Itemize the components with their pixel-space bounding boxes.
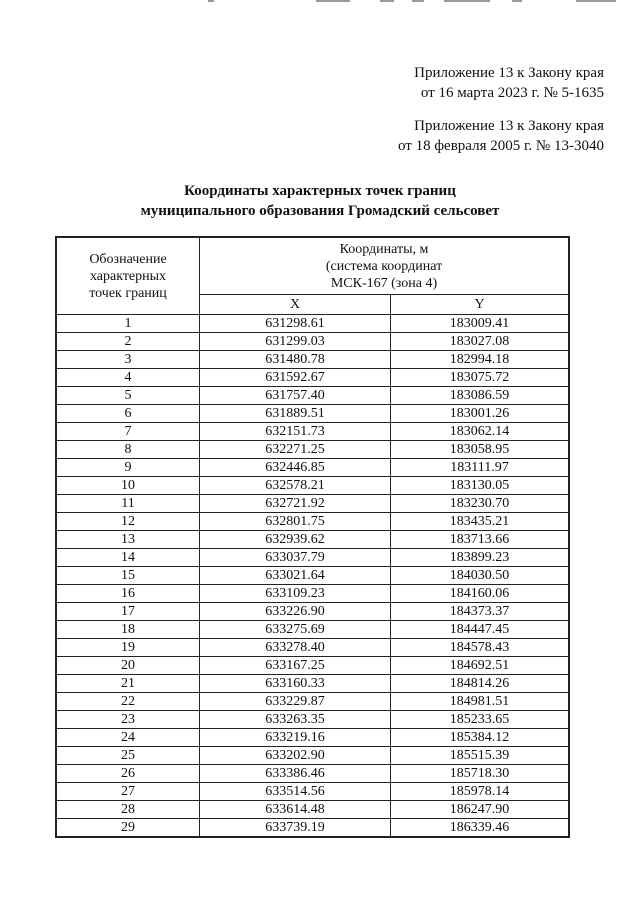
header-line: (система координат [325,258,443,274]
point-number-cell: 27 [56,783,200,801]
coordinate-x-cell: 632801.75 [200,513,391,531]
header-point-designation [56,237,200,315]
coordinate-x-cell: 633739.19 [200,819,391,838]
coordinate-x-cell: 633386.46 [200,765,391,783]
table-row [56,423,569,441]
table-row [56,495,569,513]
point-number-cell: 15 [56,567,200,585]
header-line: точек границ [89,285,167,301]
coordinate-y-cell: 183009.41 [391,315,570,333]
table-row [56,783,569,801]
coordinate-y-cell: 183062.14 [391,423,570,441]
table-row [56,603,569,621]
point-number-cell: 10 [56,477,200,495]
table-row [56,315,569,333]
table-row [56,765,569,783]
table-row [56,567,569,585]
table-row [56,585,569,603]
table-row [56,405,569,423]
point-number-cell: 4 [56,369,200,387]
coordinate-y-cell: 186339.46 [391,819,570,838]
table-row [56,639,569,657]
coordinate-x-cell: 632721.92 [200,495,391,513]
coordinate-y-cell: 185384.12 [391,729,570,747]
table-row [56,513,569,531]
point-number-cell: 24 [56,729,200,747]
coordinate-y-cell: 184814.26 [391,675,570,693]
header-x: X [200,295,391,315]
point-number-cell: 5 [56,387,200,405]
coordinate-x-cell: 633226.90 [200,603,391,621]
coordinate-x-cell: 633229.87 [200,693,391,711]
table-row [56,477,569,495]
coordinate-x-cell: 631757.40 [200,387,391,405]
coordinate-x-cell: 632271.25 [200,441,391,459]
coordinate-y-cell: 184692.51 [391,657,570,675]
appendix-note-original [398,116,604,156]
coordinate-x-cell: 633167.25 [200,657,391,675]
table-row [56,369,569,387]
table-row [56,801,569,819]
point-number-cell: 23 [56,711,200,729]
point-number-cell: 19 [56,639,200,657]
coordinate-y-cell: 183058.95 [391,441,570,459]
point-number-cell: 1 [56,315,200,333]
table-row [56,441,569,459]
coordinate-y-cell: 184373.37 [391,603,570,621]
coordinate-y-cell: 185978.14 [391,783,570,801]
point-number-cell: 11 [56,495,200,513]
point-number-cell: 20 [56,657,200,675]
header-line: МСК-167 (зона 4) [330,275,438,291]
coordinate-y-cell: 185718.30 [391,765,570,783]
table-row [56,549,569,567]
point-number-cell: 28 [56,801,200,819]
point-number-cell: 17 [56,603,200,621]
point-number-cell: 2 [56,333,200,351]
table-row [56,459,569,477]
table-row [56,675,569,693]
point-number-cell: 18 [56,621,200,639]
point-number-cell: 9 [56,459,200,477]
point-number-cell: 16 [56,585,200,603]
point-number-cell: 7 [56,423,200,441]
coordinate-y-cell: 183130.05 [391,477,570,495]
point-number-cell: 6 [56,405,200,423]
coordinate-x-cell: 632151.73 [200,423,391,441]
point-number-cell: 25 [56,747,200,765]
appendix-line: от 16 марта 2023 г. № 5-1635 [420,85,604,101]
title-line: Координаты характерных точек границ [184,183,456,199]
header-line: характерных [89,268,167,284]
appendix-line: Приложение 13 к Закону края [414,65,604,81]
coordinate-y-cell: 183435.21 [391,513,570,531]
coordinate-y-cell: 184578.43 [391,639,570,657]
point-number-cell: 22 [56,693,200,711]
coordinate-x-cell: 631889.51 [200,405,391,423]
appendix-line: Приложение 13 к Закону края [414,118,604,134]
coordinate-y-cell: 183027.08 [391,333,570,351]
coordinate-y-cell: 183230.70 [391,495,570,513]
table-row [56,729,569,747]
header-y: Y [391,295,570,315]
coordinate-x-cell: 633109.23 [200,585,391,603]
coordinate-y-cell: 184447.45 [391,621,570,639]
table-row [56,693,569,711]
coordinate-y-cell: 183111.97 [391,459,570,477]
coordinate-x-cell: 633514.56 [200,783,391,801]
table-body [56,315,569,838]
title-line: муниципального образования Громадский сельсовет [140,203,500,219]
document-title [0,181,640,221]
coordinate-x-cell: 633263.35 [200,711,391,729]
table-row [56,711,569,729]
coordinate-y-cell: 185515.39 [391,747,570,765]
coordinate-y-cell: 184160.06 [391,585,570,603]
appendix-note-current [414,63,604,103]
coordinate-y-cell: 183713.66 [391,531,570,549]
coordinate-x-cell: 633275.69 [200,621,391,639]
table-row [56,387,569,405]
point-number-cell: 26 [56,765,200,783]
coordinate-x-cell: 633021.64 [200,567,391,585]
point-number-cell: 12 [56,513,200,531]
table-row [56,351,569,369]
table-row [56,747,569,765]
point-number-cell: 29 [56,819,200,838]
coordinate-y-cell: 183001.26 [391,405,570,423]
header-coordinates [200,237,570,295]
table-row [56,657,569,675]
point-number-cell: 3 [56,351,200,369]
coordinate-x-cell: 633037.79 [200,549,391,567]
table-row [56,621,569,639]
point-number-cell: 8 [56,441,200,459]
header-line: Координаты, м [339,241,429,257]
coordinates-table [55,236,570,838]
coordinate-x-cell: 633278.40 [200,639,391,657]
point-number-cell: 21 [56,675,200,693]
coordinate-x-cell: 633219.16 [200,729,391,747]
coordinate-y-cell: 185233.65 [391,711,570,729]
coordinate-y-cell: 183899.23 [391,549,570,567]
coordinate-y-cell: 183086.59 [391,387,570,405]
coordinate-x-cell: 633614.48 [200,801,391,819]
table-row [56,531,569,549]
coordinate-y-cell: 182994.18 [391,351,570,369]
coordinate-x-cell: 632939.62 [200,531,391,549]
coordinate-x-cell: 631592.67 [200,369,391,387]
coordinate-x-cell: 631480.78 [200,351,391,369]
coordinate-y-cell: 183075.72 [391,369,570,387]
coordinate-y-cell: 184030.50 [391,567,570,585]
coordinate-x-cell: 633202.90 [200,747,391,765]
point-number-cell: 14 [56,549,200,567]
table-row [56,819,569,838]
header-line: Обозначение [89,251,167,267]
coordinate-x-cell: 631299.03 [200,333,391,351]
coordinate-y-cell: 186247.90 [391,801,570,819]
appendix-line: от 18 февраля 2005 г. № 13-3040 [397,138,604,154]
coordinate-x-cell: 632578.21 [200,477,391,495]
table-row [56,333,569,351]
coordinate-x-cell: 631298.61 [200,315,391,333]
point-number-cell: 13 [56,531,200,549]
coordinate-x-cell: 632446.85 [200,459,391,477]
coordinate-x-cell: 633160.33 [200,675,391,693]
scan-artifact-marks [200,0,620,4]
coordinate-y-cell: 184981.51 [391,693,570,711]
